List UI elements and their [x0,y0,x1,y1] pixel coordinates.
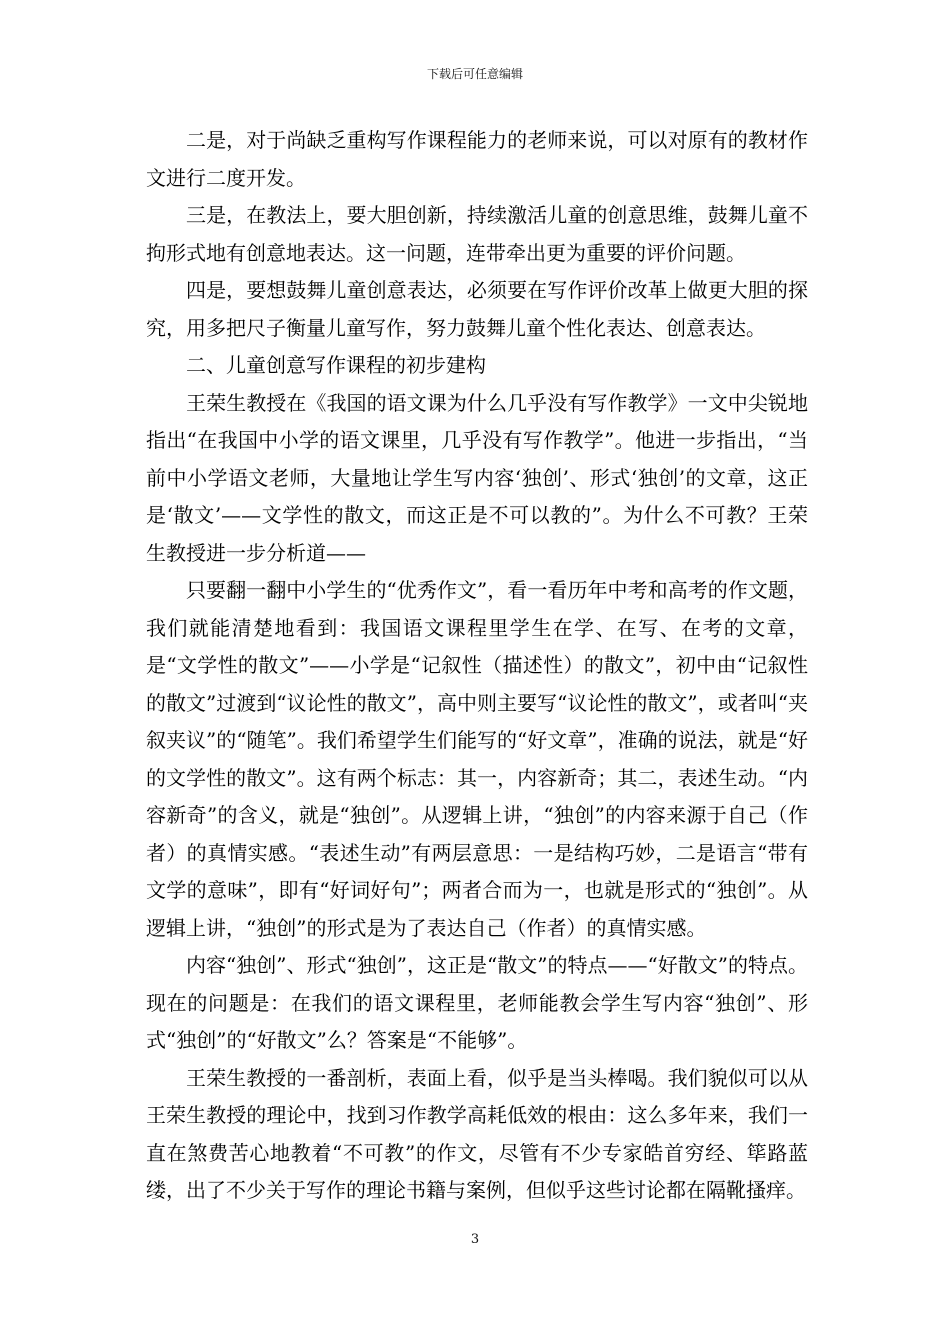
page-number: 3 [470,1232,480,1247]
page-header: 下载后可任意编辑 [426,67,523,81]
paragraph-point-four: 四是，要想鼓舞儿童创意表达，必须要在写作评价改革上做更大胆的探究，用多把尺子衡量儿童写作，努力鼓舞儿童个性化表达、创意表达。 [146,278,808,340]
paragraph-prose-features: 内容“独创”、形式“独创”，这正是“散文”的特点——“好散文”的特点。现在的问题是：在我们的语文课程里，老师能教会学生写内容“独创”、形式“独创”的“好散文”么？答案是“不能够”。 [146,953,808,1052]
paragraph-wang-rongsheng-intro: 王荣生教授在《我国的语文课为什么几乎没有写作教学》一文中尖锐地指出“在我国中小学的语文课里，几乎没有写作教学”。他进一步指出，“当前中小学语文老师，大量地让学生写内容‘独创’、形式‘独创’的文章，这正是‘散文’——文学性的散文，而这正是不可以教的”。为什么不可教？王荣生教授进一步分析道—— [146,390,808,565]
paragraph-point-two: 二是，对于尚缺乏重构写作课程能力的老师来说，可以对原有的教材作文进行二度开发。 [146,128,808,190]
paragraph-point-three: 三是，在教法上，要大胆创新，持续激活儿童的创意思维，鼓舞儿童不拘形式地有创意地表达。这一问题，连带牵出更为重要的评价问题。 [146,203,808,265]
paragraph-quoted-analysis: 只要翻一翻中小学生的“优秀作文”，看一看历年中考和高考的作文题，我们就能清楚地看到：我国语文课程里学生在学、在写、在考的文章，是“文学性的散文”——小学是“记叙性（描述性）的散文”，初中由“记叙性的散文”过渡到“议论性的散文”，高中则主要写“议论性的散文”，或者叫“夹叙夹议”的“随笔”。我们希望学生们能写的“好文章”，准确的说法，就是“好的文学性的散文”。这有两个标志：其一，内容新奇；其二，表述生动。“内容新奇”的含义，就是“独创”。从逻辑上讲，“独创”的内容来源于自己（作者）的真情实感。“表述生动”有两层意思：一是结构巧妙，二是语言“带有文学的意味”，即有“好词好句”；两者合而为一，也就是形式的“独创”。从逻辑上讲，“独创”的形式是为了表达自己（作者）的真情实感。 [146,578,808,940]
section-heading: 二、儿童创意写作课程的初步建构 [186,353,486,377]
document-body [146,122,808,1210]
paragraph-commentary: 王荣生教授的一番剖析，表面上看，似乎是当头棒喝。我们貌似可以从王荣生教授的理论中，找到习作教学高耗低效的根由：这么多年来，我们一直在煞费苦心地教着“不可教”的作文，尽管有不少专家皓首穷经、筚路蓝缕，出了不少关于写作的理论书籍与案例，但似乎这些讨论都在隔靴搔痒。 [146,1065,808,1202]
